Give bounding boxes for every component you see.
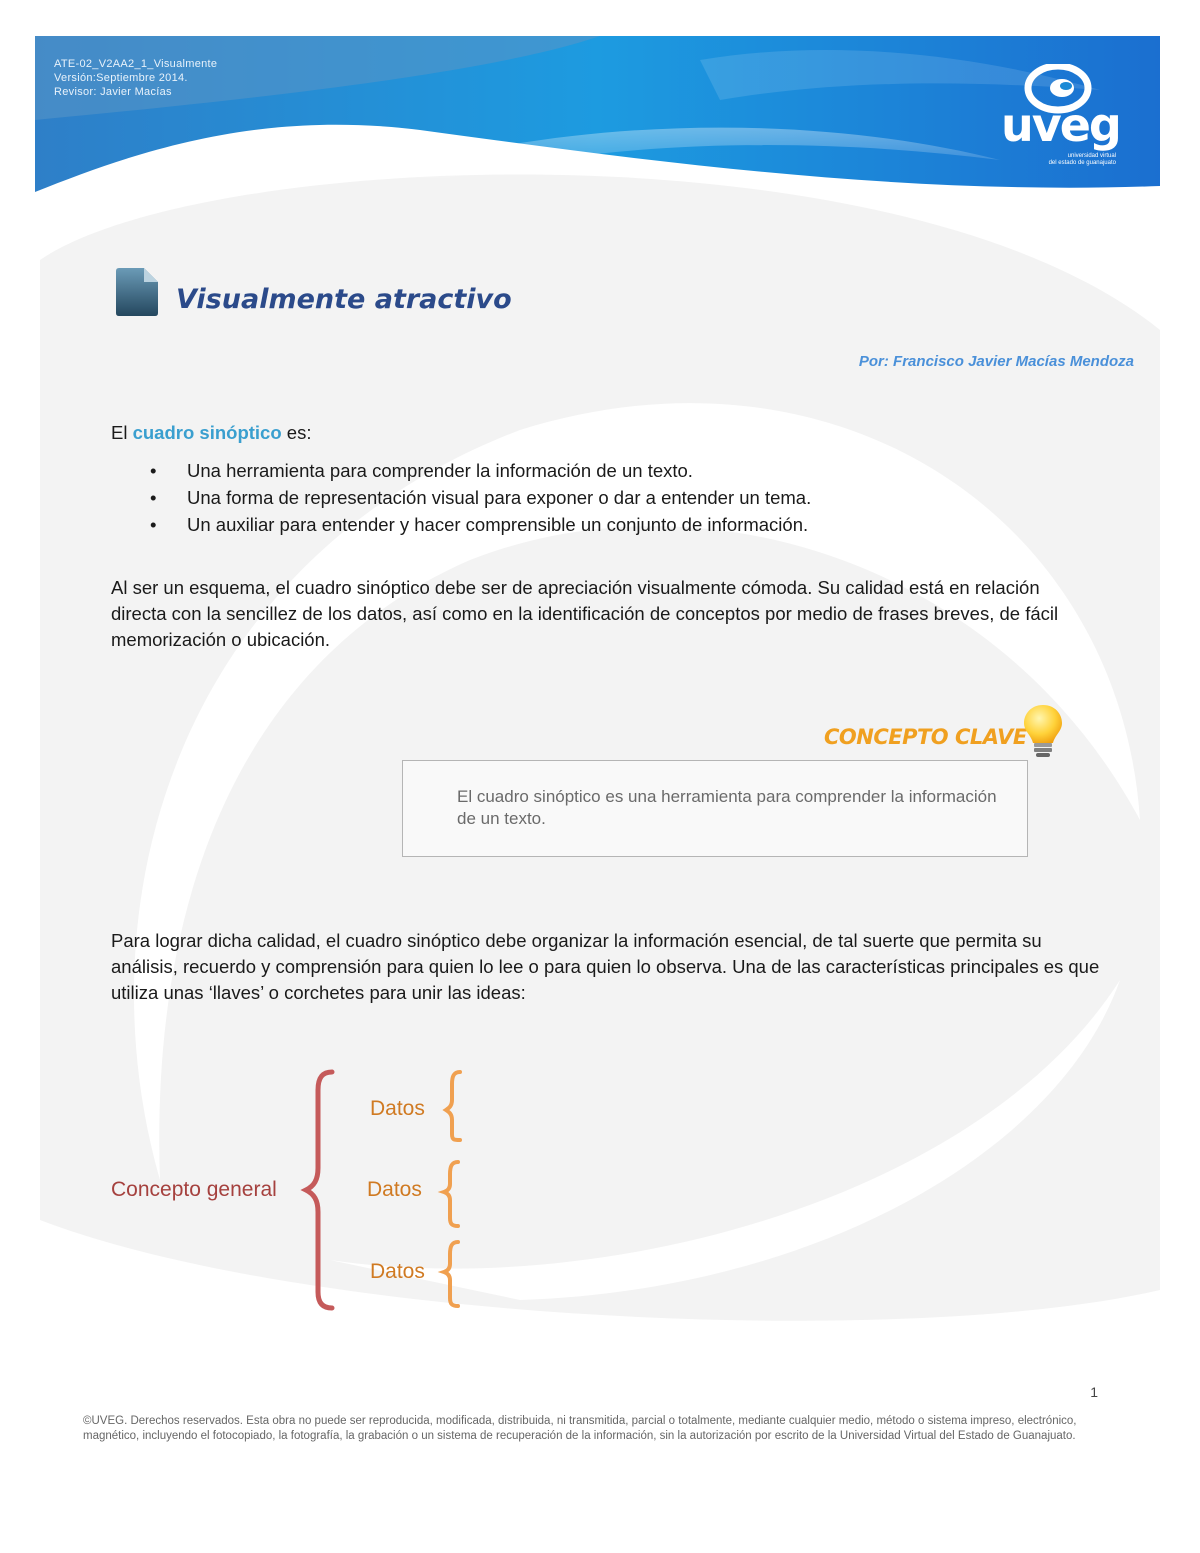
datos-label: Datos: [370, 1097, 425, 1120]
page-number: 1: [1090, 1384, 1098, 1400]
intro-prefix: El: [111, 422, 133, 443]
intro-highlight: cuadro sinóptico: [132, 422, 282, 443]
sub-brace: [446, 1072, 460, 1140]
paragraph-1: Al ser un esquema, el cuadro sinóptico debe ser de apreciación visualmente cómoda. Su calidad está en relación directa con la sencillez de los datos, así como en la identificación de conceptos por medio de frases breves, de fácil memorización o ubicación.: [111, 577, 1059, 650]
key-concept-label: CONCEPTO CLAVE: [824, 725, 1027, 749]
datos-label: Datos: [367, 1178, 422, 1201]
datos-label: Datos: [370, 1260, 425, 1283]
list-item: [150, 484, 811, 511]
concept-general-label: Concepto general: [111, 1178, 277, 1201]
bullet-dot: •: [150, 514, 157, 535]
document-icon: [116, 268, 158, 316]
key-concept-box: [402, 760, 1028, 857]
bullet-text: Un auxiliar para entender y hacer comprensible un conjunto de información.: [187, 514, 809, 535]
header-meta-line: ATE-02_V2AA2_1_Visualmente: [54, 58, 218, 70]
bullet-dot: •: [150, 487, 157, 508]
header-metadata: [54, 57, 217, 99]
bullet-list: [150, 457, 811, 538]
logo-subtitle-line: universidad virtual: [1067, 153, 1116, 159]
bullet-dot: •: [150, 460, 157, 481]
sub-brace: [444, 1242, 458, 1306]
synoptic-diagram: [0, 1060, 1200, 1320]
copyright-notice: ©UVEG. Derechos reservados. Esta obra no puede ser reproducida, modificada, distribuida, ni transmitida, parcial o totalmente, mediante cualquier medio, método o sistema impreso, electrónico, magnético, incluyendo el fotocopiado, la fotografía, la grabación o un sistema de recuperación de la información, sin la autorización por escrito de la Universidad Virtual del Estado de Guanajuato.: [83, 1415, 1077, 1442]
lightbulb-icon: [1022, 703, 1064, 761]
intro-sentence: [111, 420, 311, 446]
key-concept-text: El cuadro sinóptico es una herramienta para comprender la información de un texto.: [457, 787, 997, 828]
uveg-logo-subtitle: [1004, 153, 1116, 167]
list-item: [150, 511, 811, 538]
page-title: Visualmente atractivo: [176, 284, 512, 315]
bullet-text: Una forma de representación visual para exponer o dar a entender un tema.: [187, 487, 812, 508]
list-item: [150, 457, 811, 484]
intro-suffix: es:: [281, 422, 312, 443]
uveg-logo-text: uveg: [1001, 98, 1120, 152]
main-brace: [306, 1072, 332, 1308]
sub-brace: [444, 1162, 458, 1226]
author-line: Por: Francisco Javier Macías Mendoza: [858, 353, 1134, 370]
header-meta-line: Revisor: Javier Macías: [54, 86, 172, 98]
header-meta-line: Versión:Septiembre 2014.: [54, 72, 188, 84]
bullet-text: Una herramienta para comprender la información de un texto.: [187, 460, 693, 481]
logo-subtitle-line: del estado de guanajuato: [1048, 160, 1116, 166]
paragraph-2: Para lograr dicha calidad, el cuadro sinóptico debe organizar la información esencial, de tal suerte que permita su análisis, recuerdo y comprensión para quien lo lee o para quien lo observa. Una de las características principales es que utiliza unas ‘llaves’ o corchetes para unir las ideas:: [111, 930, 1100, 1003]
